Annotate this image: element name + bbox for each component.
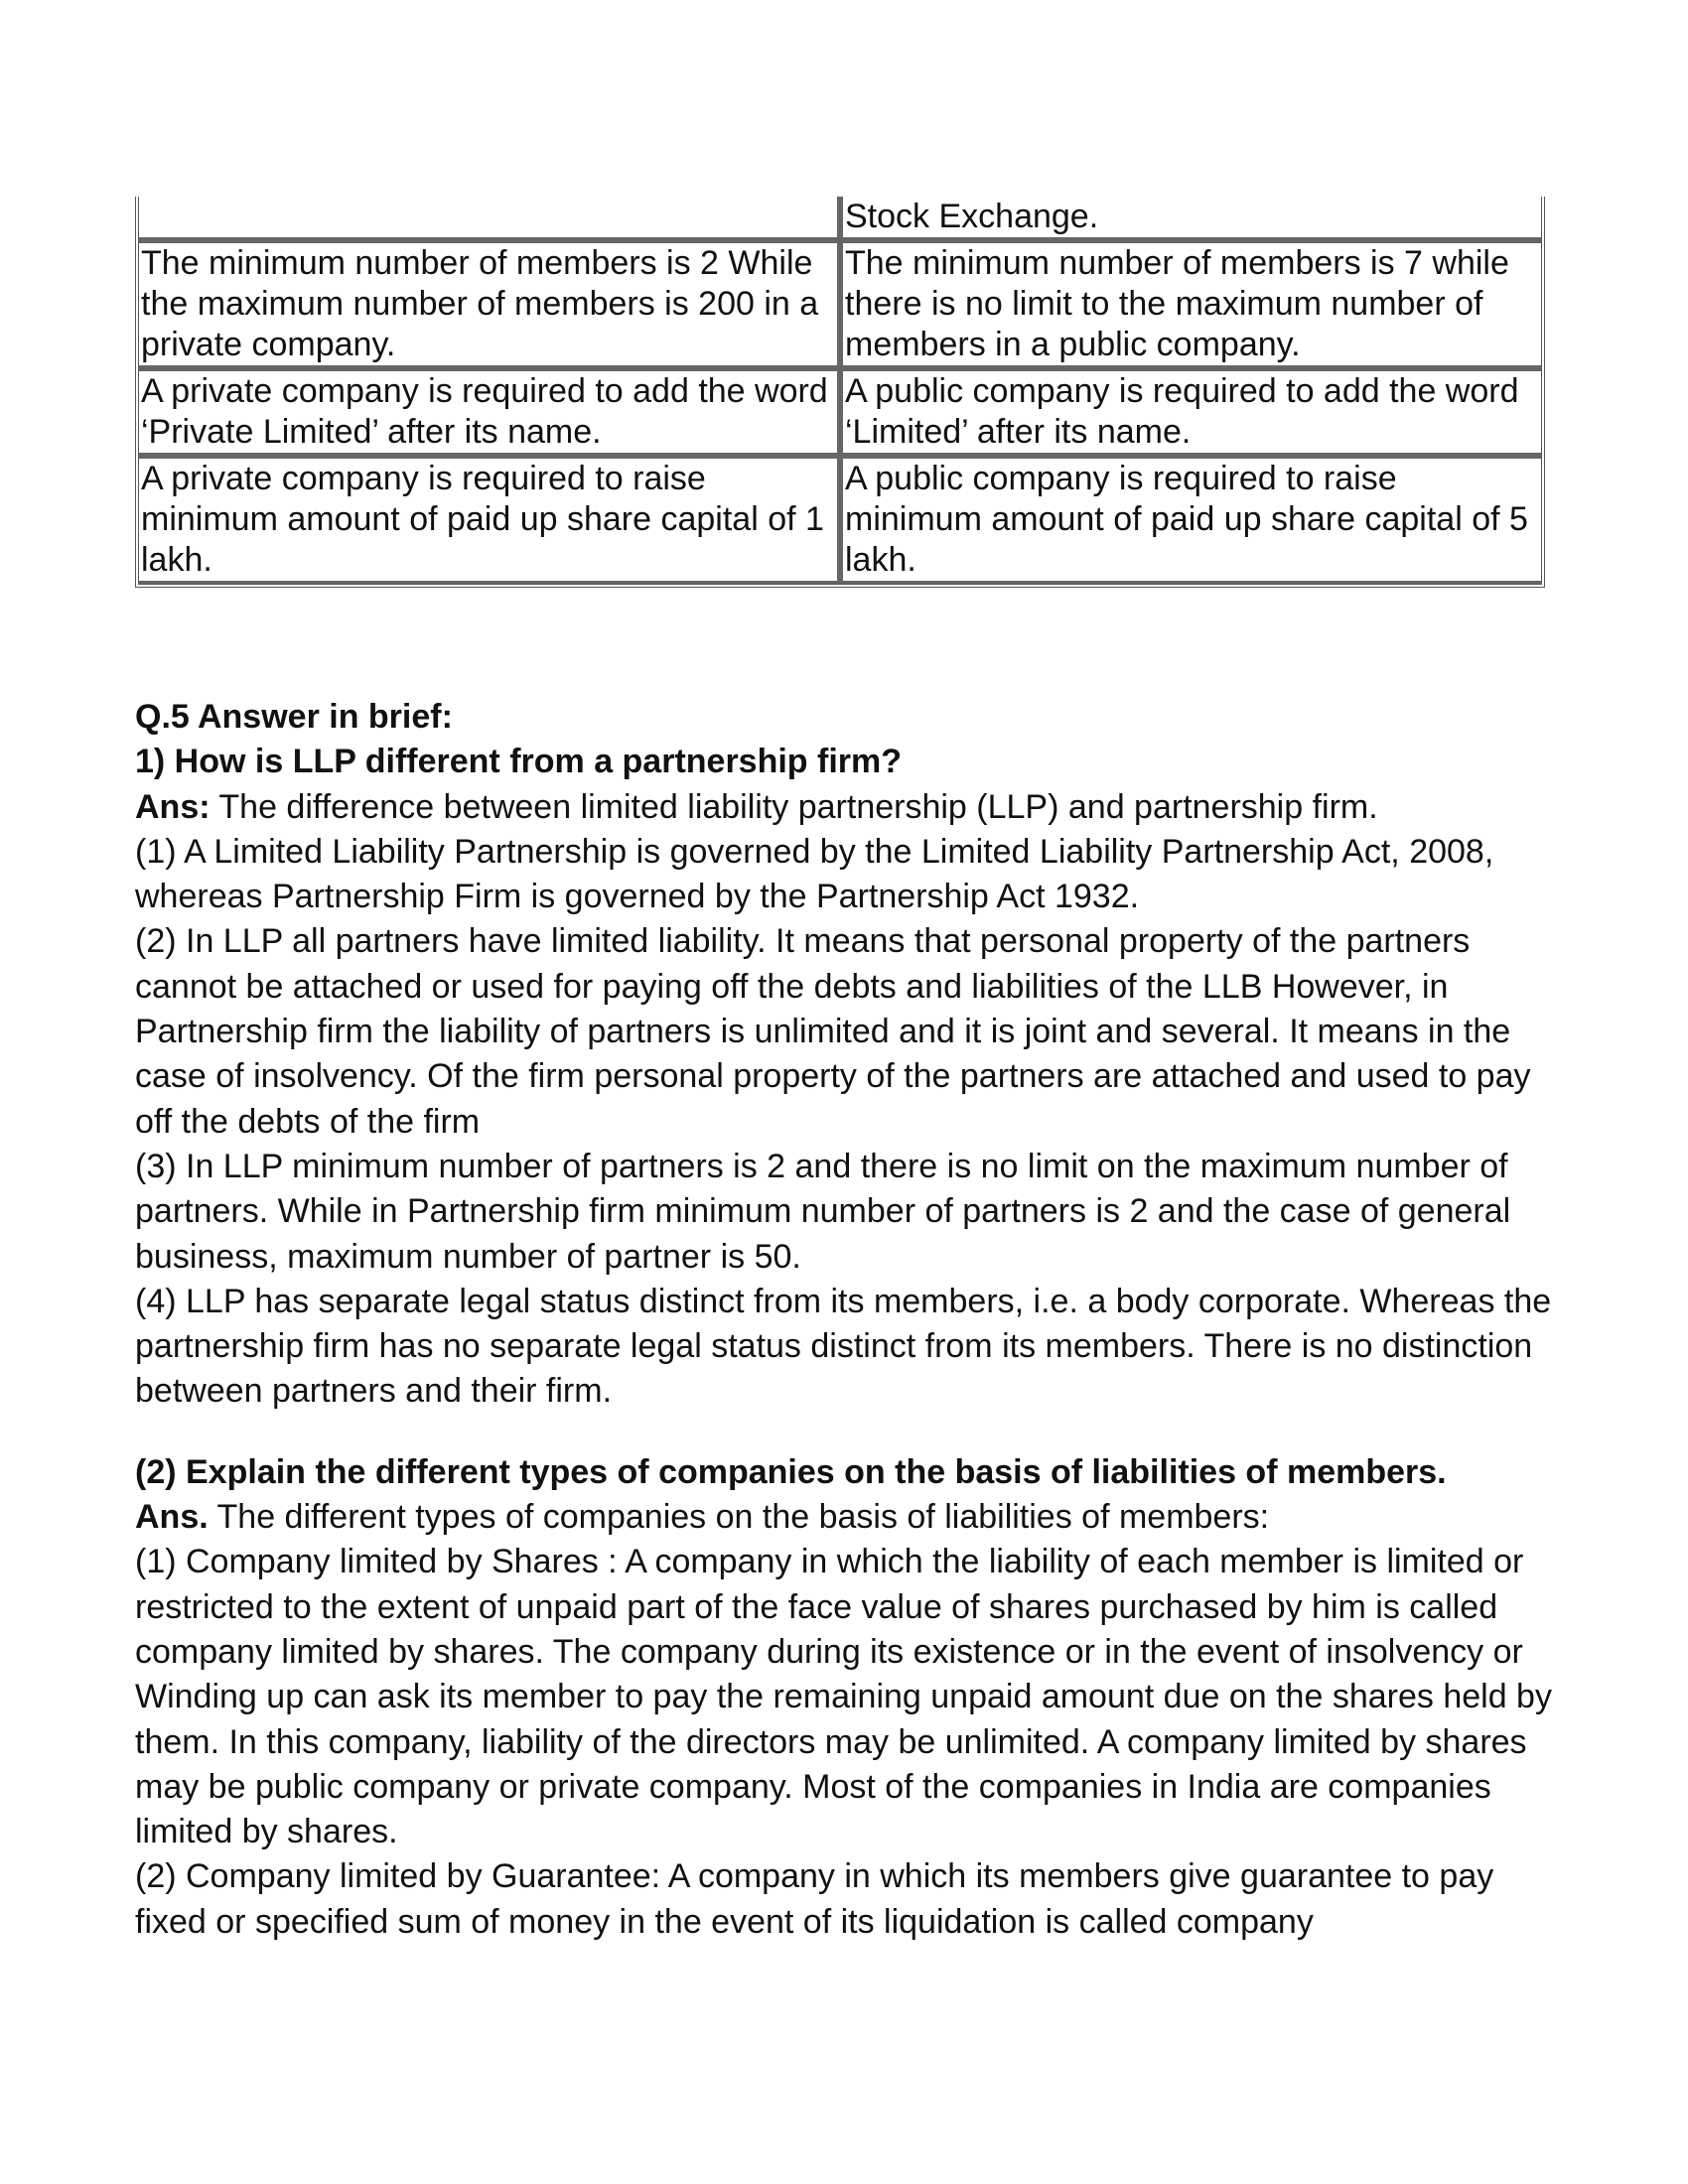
answer-point: (2) In LLP all partners have limited liability. It means that personal property of the partners cannot be attached or used for paying off the debts and liabilities of the LLB However, in Partnership firm the liability of partners is unlimited and it is joint and several. It means in the case of insolvency. Of the firm personal property of the partners are attached and used to pay off the debts of the firm [135, 922, 1531, 1141]
answer-intro [135, 785, 1565, 830]
table-row [139, 240, 1541, 368]
answer-point: (3) In LLP minimum number of partners is 2 and there is no limit on the maximum number of partners. While in Partnership firm minimum number of partners is 2 and the case of general business, maximum number of partner is 50. [135, 1147, 1511, 1276]
question-heading: 1) How is LLP different from a partnership firm? [135, 743, 903, 781]
answer-intro-text: The difference between limited liability partnership (LLP) and partnership firm. [210, 787, 1378, 826]
answer-section [135, 695, 1565, 1945]
table-cell-public: A public company is required to raise minimum amount of paid up share capital of 5 lakh. [840, 456, 1541, 584]
question-heading: (2) Explain the different types of companies on the basis of liabilities of members. [135, 1452, 1447, 1491]
comparison-table [135, 197, 1545, 588]
spacer [135, 1415, 1565, 1450]
table-cell-public: The minimum number of members is 7 while there is no limit to the maximum number of members in a public company. [840, 240, 1541, 368]
table-cell-private: A private company is required to raise minimum amount of paid up share capital of 1 lakh. [139, 456, 840, 584]
table-cell-private [139, 197, 840, 240]
table-cell-public: Stock Exchange. [840, 197, 1541, 240]
table-row [139, 197, 1541, 240]
answer-label: Ans: [135, 787, 211, 826]
answer-point: (4) LLP has separate legal status distinct from its members, i.e. a body corporate. Whereas the partnership firm has no separate legal status distinct from its members. There is no distinction between partners and their firm. [135, 1282, 1552, 1411]
answer-point: (1) A Limited Liability Partnership is governed by the Limited Liability Partnership Act, 2008, whereas Partnership Firm is governed by the Partnership Act 1932. [135, 832, 1494, 916]
table-row [139, 456, 1541, 584]
table-row [139, 368, 1541, 456]
answer-intro [135, 1495, 1565, 1540]
table-cell-public: A public company is required to add the word ‘Limited’ after its name. [840, 368, 1541, 456]
section-heading: Q.5 Answer in brief: [135, 698, 453, 736]
answer-point: (1) Company limited by Shares : A company in which the liability of each member is limited or restricted to the extent of unpaid part of the face value of shares purchased by him is called company limited by shares. The company during its existence or in the event of insolvency or Winding up can ask its member to pay the remaining unpaid amount due on the shares held by them. In this company, liability of the directors may be unlimited. A company limited by shares may be public company or private company. Most of the companies in India are companies limited by shares. [135, 1543, 1552, 1851]
table-cell-private: A private company is required to add the word ‘Private Limited’ after its name. [139, 368, 840, 456]
answer-intro-text: The different types of companies on the basis of liabilities of members: [208, 1498, 1270, 1537]
answer-label: Ans. [135, 1498, 209, 1537]
table-cell-private: The minimum number of members is 2 While the maximum number of members is 200 in a private company. [139, 240, 840, 368]
answer-point: (2) Company limited by Guarantee: A company in which its members give guarantee to pay fixed or specified sum of money in the event of its liquidation is called company [135, 1857, 1494, 1941]
